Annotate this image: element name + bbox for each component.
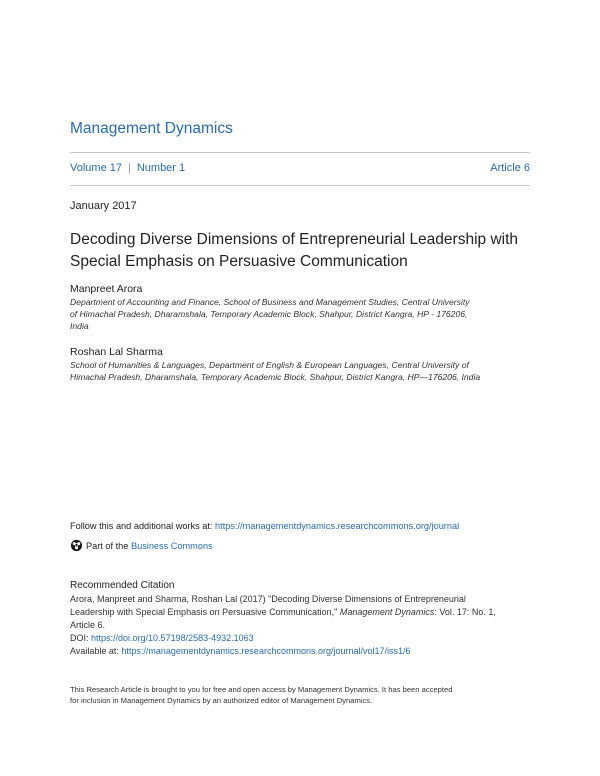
citation-line-2-post: : Vol. 17: No. 1, xyxy=(434,607,496,617)
author-name-2: Roshan Lal Sharma xyxy=(70,346,163,358)
divider-bottom xyxy=(70,185,530,186)
citation-line-3: Article 6. xyxy=(70,620,106,630)
part-of-line xyxy=(70,539,213,552)
publication-date: January 2017 xyxy=(70,200,137,212)
citation-journal: Management Dynamics xyxy=(339,607,435,617)
paper-title xyxy=(70,229,540,273)
number-link[interactable]: Number 1 xyxy=(136,162,186,174)
volume-row xyxy=(70,162,530,178)
available-label: Available at: xyxy=(70,646,122,656)
citation-line-2-pre: Leadership with Special Emphasis on Persuasive Communication," xyxy=(70,607,340,617)
doi-label: DOI: xyxy=(70,633,92,643)
separator: | xyxy=(127,162,131,174)
citation-line-1: Arora, Manpreet and Sharma, Roshan Lal (2017) "Decoding Diverse Dimensions of Entrepreneurial xyxy=(70,594,466,604)
citation-line-2 xyxy=(70,606,535,619)
divider-top xyxy=(70,152,530,153)
affiliation-line: India xyxy=(70,321,89,331)
affiliation-line: Department of Accounting and Finance, School of Business and Management Studies, Central University xyxy=(70,297,470,307)
journal-title[interactable]: Management Dynamics xyxy=(70,120,233,137)
doi-line xyxy=(70,632,535,645)
available-link[interactable]: https://managementdynamics.researchcommons.org/journal/vol17/iss1/6 xyxy=(121,646,411,656)
affiliation-line: of Himachal Pradesh, Dharamshala, Temporary Academic Block, Shahpur, District Kangra, HP - 176206, xyxy=(70,309,468,319)
follow-text: Follow this and additional works at: xyxy=(70,521,216,531)
footer-note xyxy=(70,684,540,706)
paper-title-line-2: Special Emphasis on Persuasive Communication xyxy=(70,253,408,270)
commons-network-icon xyxy=(70,539,83,552)
recommended-citation-heading: Recommended Citation xyxy=(70,580,175,591)
author-affiliation-1 xyxy=(70,296,530,332)
author-name-1: Manpreet Arora xyxy=(70,283,143,295)
affiliation-line: School of Humanities & Languages, Department of English & European Languages, Central University of xyxy=(70,360,469,370)
paper-title-line-1: Decoding Diverse Dimensions of Entrepreneurial Leadership with xyxy=(70,231,519,248)
article-link[interactable]: Article 6 xyxy=(490,162,530,174)
footer-line-1: This Research Article is brought to you for free and open access by Management Dynamics. It has been accepted xyxy=(70,685,453,694)
follow-link[interactable]: https://managementdynamics.researchcommons.org/journal xyxy=(215,521,460,531)
available-line xyxy=(70,645,535,658)
citation-block xyxy=(70,593,535,658)
footer-line-2: for inclusion in Management Dynamics by an authorized editor of Management Dynamics. xyxy=(70,696,373,705)
follow-line xyxy=(70,521,459,531)
affiliation-line: Himachal Pradesh, Dharamshala, Temporary Academic Block, Shahpur, District Kangra, HP—176206, India xyxy=(70,372,481,382)
doi-link[interactable]: https://doi.org/10.57198/2583-4932.1063 xyxy=(91,633,254,643)
author-affiliation-2 xyxy=(70,359,530,383)
business-commons-link[interactable]: Business Commons xyxy=(130,540,213,551)
volume-link[interactable]: Volume 17 xyxy=(70,162,122,174)
part-of-text: Part of the xyxy=(86,540,129,551)
